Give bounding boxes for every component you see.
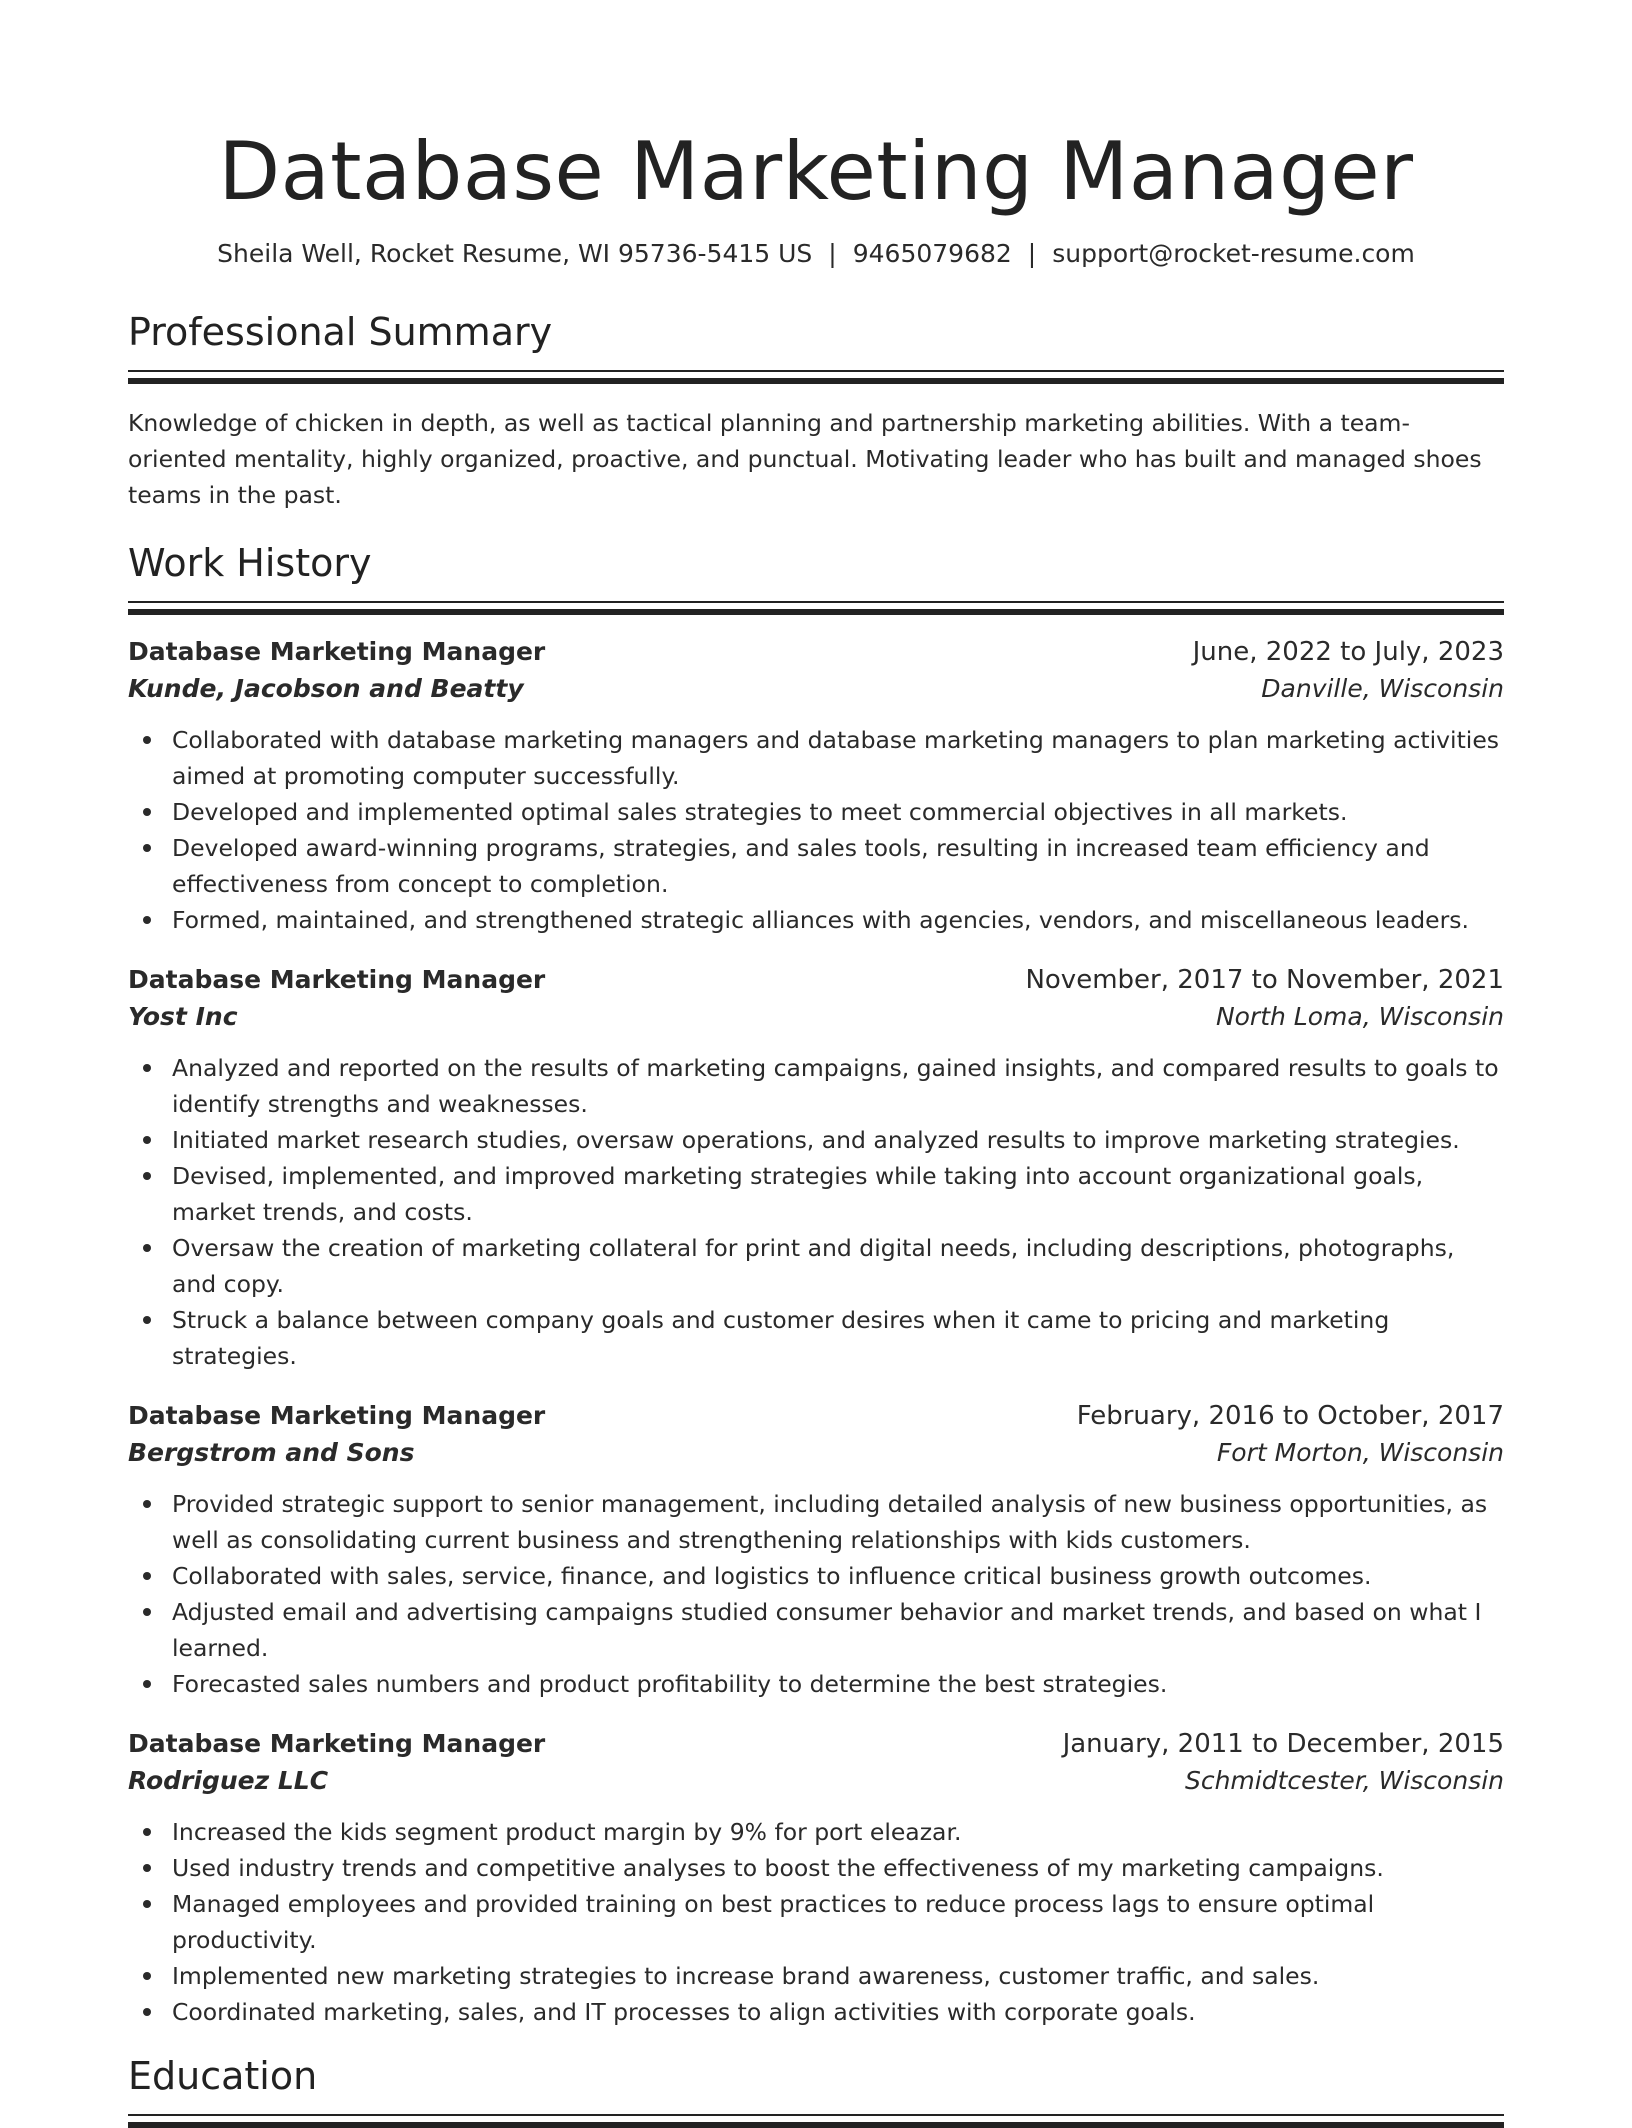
job-header-row (128, 962, 1504, 998)
job-bullet: Provided strategic support to senior management, including detailed analysis of new business opportunities, as well as consolidating current business and strengthening relationships with kids customers. (172, 1486, 1504, 1558)
job-location: North Loma, Wisconsin (1215, 1002, 1504, 1031)
job-company-row (128, 670, 1504, 708)
section-divider (128, 601, 1504, 610)
job-dates: January, 2011 to December, 2015 (1062, 1729, 1504, 1759)
job-bullet: Coordinated marketing, sales, and IT processes to align activities with corporate goals. (172, 1994, 1504, 2030)
contact-phone: 9465079682 (852, 239, 1012, 268)
job-company-row (128, 1434, 1504, 1472)
professional-summary-section (128, 308, 1504, 513)
job-entry (128, 962, 1504, 1374)
contact-address: Sheila Well, Rocket Resume, WI 95736-5415 US (217, 239, 813, 268)
job-title: Database Marketing Manager (128, 1729, 546, 1758)
section-heading-work: Work History (128, 541, 372, 585)
job-header-row (128, 634, 1504, 670)
job-bullet: Formed, maintained, and strengthened strategic alliances with agencies, vendors, and miscellaneous leaders. (172, 902, 1504, 938)
job-location: Schmidtcester, Wisconsin (1184, 1766, 1504, 1795)
job-company: Yost Inc (128, 1002, 238, 1031)
section-divider (128, 2114, 1504, 2123)
section-divider (128, 370, 1504, 379)
contact-separator: | (828, 239, 837, 268)
section-heading-summary: Professional Summary (128, 310, 553, 354)
job-bullet: Developed and implemented optimal sales strategies to meet commercial objectives in all markets. (172, 794, 1504, 830)
job-bullet: Collaborated with database marketing managers and database marketing managers to plan marketing activities aimed at promoting computer successfully. (172, 722, 1504, 794)
job-bullet: Developed award-winning programs, strategies, and sales tools, resulting in increased team efficiency and effectiveness from concept to completion. (172, 830, 1504, 902)
job-company-row (128, 1762, 1504, 1800)
job-list (128, 634, 1504, 2030)
contact-email: support@rocket-resume.com (1052, 239, 1415, 268)
job-dates: June, 2022 to July, 2023 (1192, 637, 1504, 667)
job-header-row (128, 1398, 1504, 1434)
job-title: Database Marketing Manager (128, 1401, 546, 1430)
job-bullet: Adjusted email and advertising campaigns studied consumer behavior and market trends, and based on what I learned. (172, 1594, 1504, 1666)
job-bullet: Analyzed and reported on the results of marketing campaigns, gained insights, and compared results to goals to identify strengths and weaknesses. (172, 1050, 1504, 1122)
job-bullet: Increased the kids segment product margin by 9% for port eleazar. (172, 1814, 1504, 1850)
job-bullet: Used industry trends and competitive analyses to boost the effectiveness of my marketing campaigns. (172, 1850, 1504, 1886)
job-dates: February, 2016 to October, 2017 (1076, 1401, 1504, 1431)
job-bullet: Struck a balance between company goals and customer desires when it came to pricing and marketing strategies. (172, 1302, 1504, 1374)
job-location: Fort Morton, Wisconsin (1216, 1438, 1504, 1467)
job-title: Database Marketing Manager (128, 965, 546, 994)
job-dates: November, 2017 to November, 2021 (1025, 965, 1504, 995)
job-title: Database Marketing Manager (128, 637, 546, 666)
job-header-row (128, 1726, 1504, 1762)
job-bullet-list (128, 1050, 1504, 1374)
job-location: Danville, Wisconsin (1261, 674, 1504, 703)
resume-page (128, 0, 1504, 2123)
job-company: Rodriguez LLC (128, 1766, 329, 1795)
job-entry (128, 1726, 1504, 2030)
resume-title: Database Marketing Manager (218, 125, 1414, 218)
job-bullet: Forecasted sales numbers and product profitability to determine the best strategies. (172, 1666, 1504, 1702)
job-bullet-list (128, 1814, 1504, 2030)
job-bullet-list (128, 1486, 1504, 1702)
education-section (128, 2052, 1504, 2123)
job-bullet: Devised, implemented, and improved marketing strategies while taking into account organizational goals, market trends, and costs. (172, 1158, 1504, 1230)
job-bullet: Initiated market research studies, oversaw operations, and analyzed results to improve marketing strategies. (172, 1122, 1504, 1158)
job-bullet: Implemented new marketing strategies to increase brand awareness, customer traffic, and sales. (172, 1958, 1504, 1994)
job-bullet: Collaborated with sales, service, finance, and logistics to influence critical business growth outcomes. (172, 1558, 1504, 1594)
job-entry (128, 1398, 1504, 1702)
job-company-row (128, 998, 1504, 1036)
job-bullet-list (128, 722, 1504, 938)
job-bullet: Managed employees and provided training on best practices to reduce process lags to ensure optimal productivity. (172, 1886, 1504, 1958)
work-history-section (128, 539, 1504, 2030)
job-entry (128, 634, 1504, 938)
section-heading-education: Education (128, 2054, 318, 2098)
job-bullet: Oversaw the creation of marketing collateral for print and digital needs, including descriptions, photographs, and copy. (172, 1230, 1504, 1302)
summary-text: Knowledge of chicken in depth, as well as tactical planning and partnership marketing abilities. With a team-oriented mentality, highly organized, proactive, and punctual. Motivating leader who has built and managed shoes teams in the past. (128, 409, 1482, 509)
contact-separator: | (1027, 239, 1037, 268)
job-company: Kunde, Jacobson and Beatty (128, 674, 524, 703)
contact-line (128, 238, 1504, 270)
job-company: Bergstrom and Sons (128, 1438, 415, 1467)
